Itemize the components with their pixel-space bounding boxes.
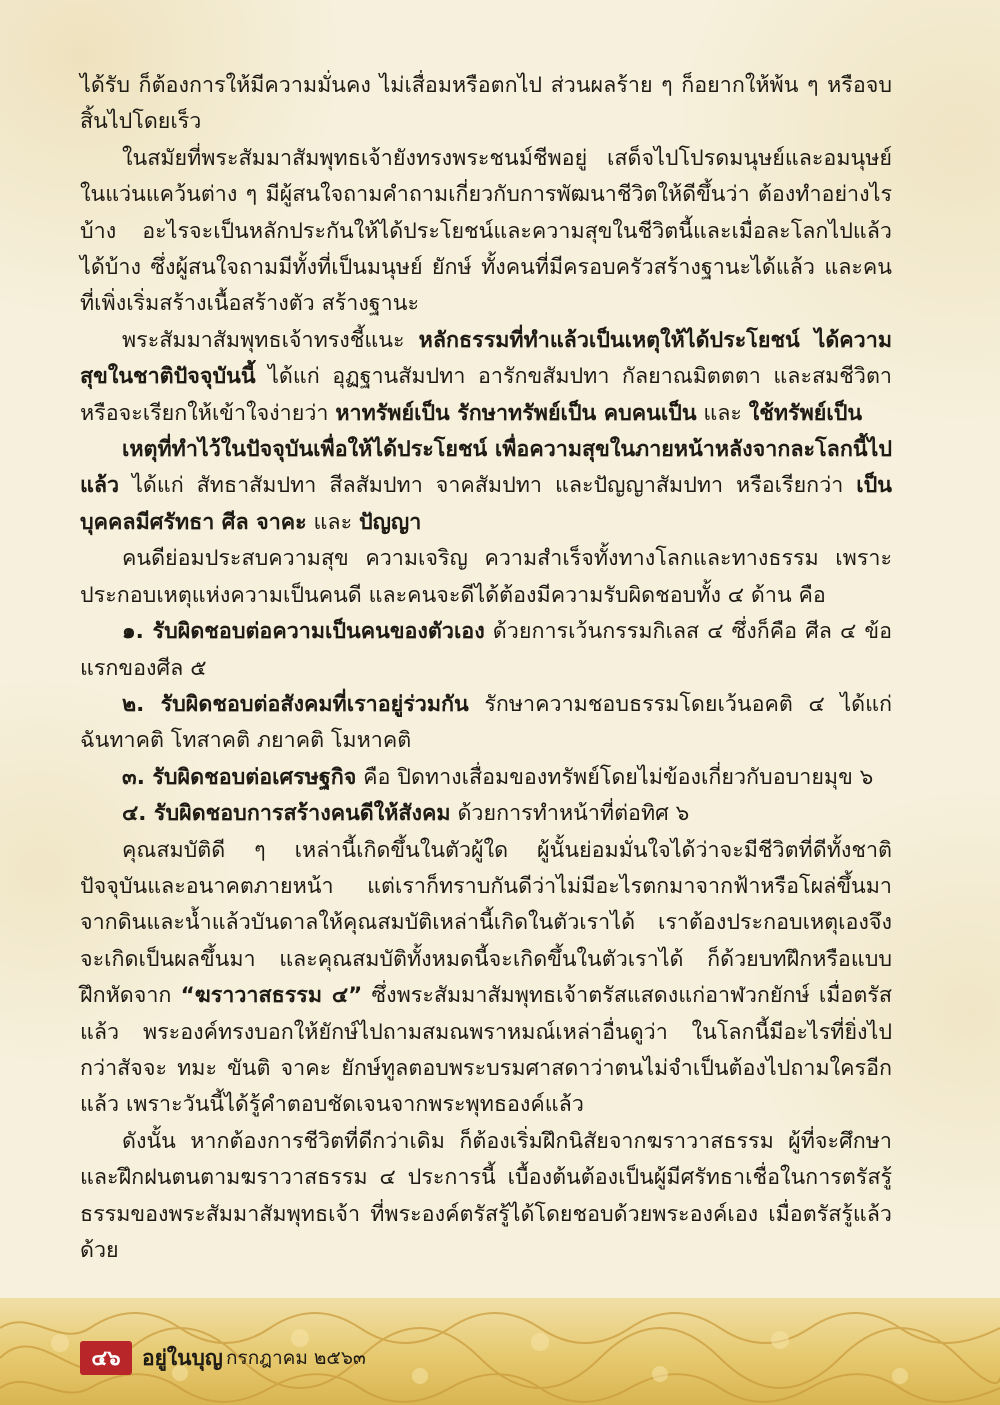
paragraph-11 bbox=[80, 1124, 892, 1270]
paragraph-4-bold-cause: เหตุที่ทำไว้ในปัจจุบันเพื่อให้ได้ประโยชน์ เพื่อความสุขในภายหน้าหลังจากละโลกนี้ไปแล้ว bbox=[80, 437, 892, 499]
article-body bbox=[80, 68, 892, 1269]
paragraph-3-bold-wealth: หาทรัพย์เป็น รักษาทรัพย์เป็น คบคนเป็น bbox=[335, 400, 697, 426]
paragraph-3-text-c: ได้แก่ อุฏฐานสัมปทา อารักขสัมปทา กัลยาณมิตตตา และสมชีวิตา หรือจะเรียกให้เข้าใจง่ายว่า bbox=[80, 364, 892, 426]
paragraph-10 bbox=[80, 833, 892, 1124]
list-item-1-text: ด้วยการเว้นกรรมกิเลส ๔ ซึ่งก็คือ ศีล ๔ ข้อแรกของศีล ๕ bbox=[80, 619, 892, 681]
paragraph-2-text: ในสมัยที่พระสัมมาสัมพุทธเจ้ายังทรงพระชนม์ชีพอยู่ เสด็จไปโปรดมนุษย์และอมนุษย์ในแว่นแคว้นต่าง ๆ มีผู้สนใจถามคำถามเกี่ยวกับการพัฒนาชีวิตให้ดีขึ้นว่า ต้องทำอย่างไรบ้าง อะไรจะเป็นหลักประกันให้ได้ประโยชน์และความสุขในชีวิตนี้และเมื่อละโลกไปแล้วได้บ้าง ซึ่งผู้สนใจถามมีทั้งที่เป็นมนุษย์ ยักษ์ ทั้งคนที่มีครอบครัวสร้างฐานะได้แล้ว และคนที่เพิ่งเริ่มสร้างเนื้อสร้างตัว สร้างฐานะ bbox=[80, 145, 892, 317]
list-item-4 bbox=[80, 796, 892, 832]
paragraph-11-text: ดังนั้น หากต้องการชีวิตที่ดีกว่าเดิม ก็ต้องเริ่มฝึกนิสัยจากฆราวาสธรรม ผู้ที่จะศึกษาและฝึกฝนตนตามฆราวาสธรรม ๔ ประการนี้ เบื้องต้นต้องเป็นผู้มีศรัทธาเชื่อในการตรัสรู้ธรรมของพระสัมมาสัมพุทธเจ้า ที่พระองค์ตรัสรู้ได้โดยชอบด้วยพระองค์เอง เมื่อตรัสรู้แล้ว ด้วย bbox=[80, 1128, 892, 1263]
paragraph-1 bbox=[80, 68, 892, 141]
paragraph-3-bold-principle: หลักธรรมที่ทำแล้วเป็นเหตุให้ได้ประโยชน์ ได้ความสุขในชาติปัจจุบันนี้ bbox=[80, 327, 893, 390]
paragraph-3-bold-spend: ใช้ทรัพย์เป็น bbox=[748, 400, 863, 426]
list-item-4-text: ด้วยการทำหน้าที่ต่อทิศ ๖ bbox=[450, 801, 690, 827]
paragraph-4-text-d: และ bbox=[306, 509, 359, 535]
list-item-4-heading: ๔. รับผิดชอบการสร้างคนดีให้สังคม bbox=[122, 801, 451, 827]
paragraph-3-text-a: พระสัมมาสัมพุทธเจ้าทรงชี้แนะ bbox=[122, 327, 419, 353]
list-item-1 bbox=[80, 614, 892, 687]
paragraph-10-bold-dhamma: “ฆราวาสธรรม ๔” bbox=[180, 983, 363, 1009]
paragraph-3 bbox=[80, 323, 892, 432]
paragraph-4 bbox=[80, 432, 892, 541]
list-item-2-heading: ๒. รับผิดชอบต่อสังคมที่เราอยู่ร่วมกัน bbox=[122, 691, 469, 717]
list-item-1-heading: ๑. รับผิดชอบต่อความเป็นคนของตัวเอง bbox=[122, 619, 485, 645]
paragraph-1-text: ได้รับ ก็ต้องการให้มีความมั่นคง ไม่เสื่อมหรือตกไป ส่วนผลร้าย ๆ ก็อยากให้พ้น ๆ หรือจบสิ้นไปโดยเร็ว bbox=[80, 73, 892, 135]
paragraph-3-text-e: และ bbox=[696, 400, 749, 426]
list-item-3 bbox=[80, 760, 892, 796]
paragraph-5 bbox=[80, 541, 892, 614]
paragraph-4-bold-wisdom: ปัญญา bbox=[358, 509, 422, 535]
paragraph-10-text-a: คุณสมบัติดี ๆ เหล่านี้เกิดขึ้นในตัวผู้ใด ผู้นั้นย่อมมั่นใจได้ว่าจะมีชีวิตที่ดีทั้งชาติปัจจุบันและอนาคตภายหน้า แต่เราก็ทราบกันดีว่าไม่มีอะไรตกมาจากฟ้าหรือโผล่ขึ้นมาจากดินและน้ำแล้วบันดาลให้คุณสมบัติเหล่านี้เกิดในตัวเราได้ เราต้องประกอบเหตุเองจึงจะเกิดเป็นผลขึ้นมา และคุณสมบัติทั้งหมดนี้จะเกิดขึ้นในตัวเราได้ ก็ด้วยบทฝึกหรือแบบฝึกหัดจาก bbox=[80, 837, 892, 1009]
list-item-2 bbox=[80, 687, 892, 760]
paragraph-2 bbox=[80, 141, 892, 323]
magazine-name: อยู่ในบุญ bbox=[142, 1346, 223, 1370]
issue-date: กรกฎาคม ๒๕๖๓ bbox=[226, 1347, 366, 1369]
paragraph-4-bold-faith: เป็นบุคคลมีศรัทธา ศีล จาคะ bbox=[80, 473, 892, 535]
paragraph-4-text-b: ได้แก่ สัทธาสัมปทา สีลสัมปทา จาคสัมปทา และปัญญาสัมปทา หรือเรียกว่า bbox=[119, 473, 857, 499]
list-item-3-text: คือ ปิดทางเสื่อมของทรัพย์โดยไม่ข้องเกี่ยวกับอบายมุข ๖ bbox=[356, 764, 874, 790]
paragraph-5-text: คนดีย่อมประสบความสุข ความเจริญ ความสำเร็จทั้งทางโลกและทางธรรม เพราะประกอบเหตุแห่งความเป็นคนดี และคนจะดีได้ต้องมีความรับผิดชอบทั้ง ๔ ด้าน คือ bbox=[80, 546, 892, 608]
paragraph-10-text-c: ซึ่งพระสัมมาสัมพุทธเจ้าตรัสแสดงแก่อาฬวกยักษ์ เมื่อตรัสแล้ว พระองค์ทรงบอกให้ยักษ์ไปถามสมณพราหมณ์เหล่าอื่นดูว่า ในโลกนี้มีอะไรที่ยิ่งไปกว่าสัจจะ ทมะ ขันติ จาคะ ยักษ์ทูลตอบพระบรมศาสดาว่าตนไม่จำเป็นต้องไปถามใครอีกแล้ว เพราะวันนี้ได้รู้คำตอบชัดเจนจากพระพุทธองค์แล้ว bbox=[80, 983, 892, 1118]
page-number: ๔๖ bbox=[80, 1341, 132, 1375]
list-item-3-heading: ๓. รับผิดชอบต่อเศรษฐกิจ bbox=[122, 764, 357, 790]
list-item-2-text: รักษาความชอบธรรมโดยเว้นอคติ ๔ ได้แก่ ฉันทาคติ โทสาคติ ภยาคติ โมหาคติ bbox=[80, 691, 892, 754]
